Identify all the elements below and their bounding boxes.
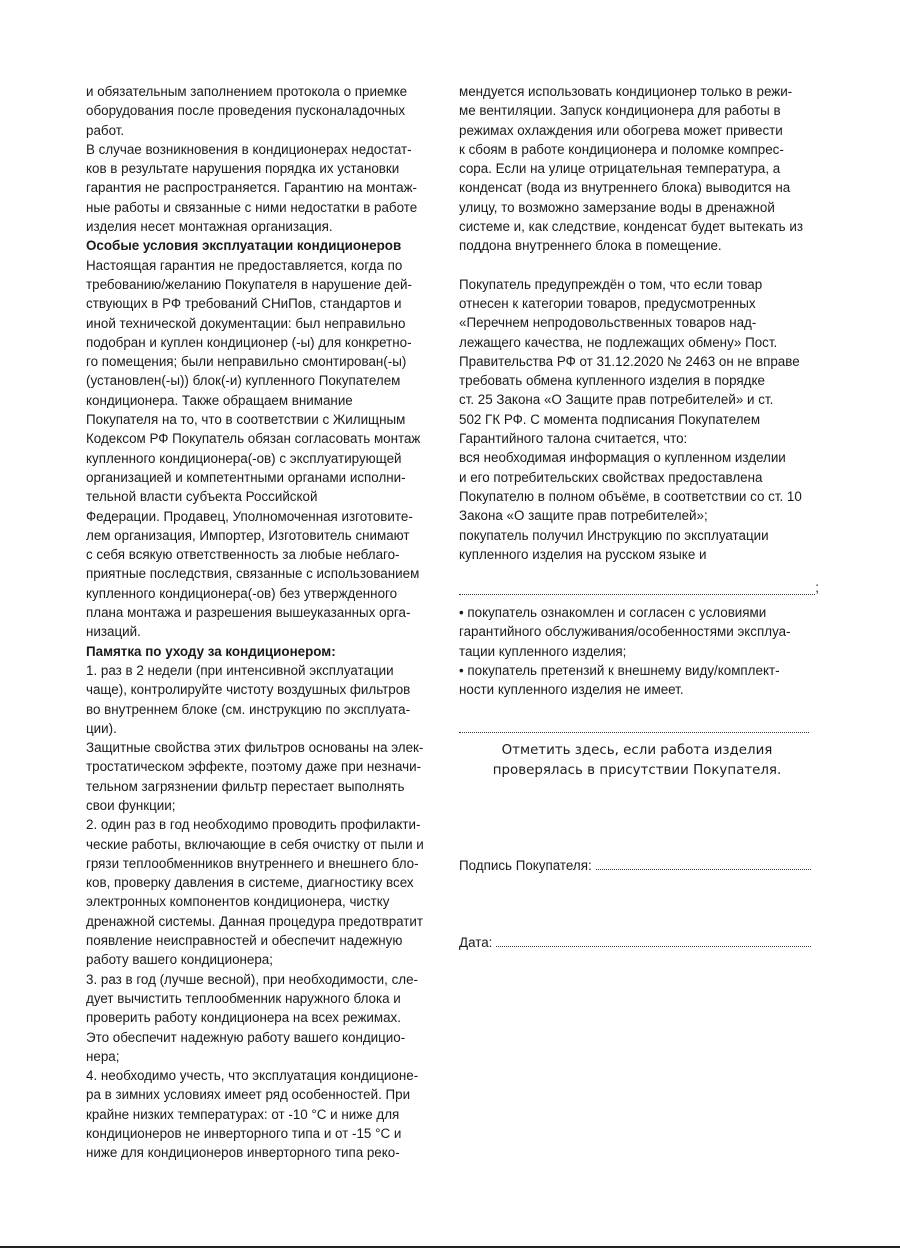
text-line: требовать обмена купленного изделия в порядке [459,373,765,389]
text-line: Закона «О защите прав потребителей»; [459,508,708,524]
text-line: появление неисправностей и обеспечит надежную [86,933,403,949]
right-top-paragraph [459,82,815,256]
text-line: и его потребительских свойствах предоставлена [459,469,763,485]
check-block [459,732,815,782]
signature-field[interactable] [596,859,811,870]
check-note-line: проверялась в присутствии Покупателя. [492,763,782,779]
text-line: ме вентиляции. Запуск кондиционера для работы в [459,103,781,119]
text-line: приятные последствия, связанные с использованием [86,566,420,582]
check-note [459,741,815,782]
text-line: Покупатель предупреждён о том, что если товар [459,276,763,292]
consumer-notice-paragraph [459,275,815,564]
text-line: ра в зимних условиях имеет ряд особенностей. При [86,1087,411,1103]
text-line: купленного кондиционера(-ов) с эксплуатирующей [86,450,402,466]
section-heading: Особые условия эксплуатации кондиционеров [86,238,402,254]
text-line: конденсат (вода из внутреннего блока) выводится на [459,180,791,196]
text-line: Правительства РФ от 31.12.2020 № 2463 он не вправе [459,353,800,369]
text-line: требованию/желанию Покупателя в нарушение дей- [86,276,412,292]
text-line: покупатель получил Инструкцию по эксплуатации [459,527,769,543]
text-line: к сбоям в работе кондиционера и поломке компрес- [459,141,784,157]
date-label: Дата: [459,935,493,950]
text-line: и обязательным заполнением протокола о приемке [86,84,408,99]
text-line: ствующих в РФ требований СНиПов, стандартов и [86,296,402,312]
left-column [86,82,452,1163]
text-line: 502 ГК РФ. С момента подписания Покупателем [459,411,761,427]
text-line: В случае возникновения в кондиционерах недостат- [86,141,412,157]
text-line: лежащего качества, не подлежащих обмену» Пост. [459,334,778,350]
text-line: проверить работу кондиционера на всех режимах. [86,1010,401,1026]
date-row [459,935,811,950]
text-line: кондиционера. Также обращаем внимание [86,392,353,408]
text-line: грязи теплообменников внутреннего и внешнего бло- [86,855,419,871]
text-line: Кодексом РФ Покупатель обязан согласовать монтаж [86,431,421,447]
text-line: поддона внутреннего блока в помещение. [459,238,722,254]
text-line: улицу, то возможно замерзание воды в дренажной [459,199,775,215]
text-line: нера; [86,1048,120,1064]
text-line: свои функции; [86,797,176,813]
text-line: Гарантийного талона считается, что: [459,431,688,447]
text-line: дренажной системы. Данная процедура предотвратит [86,913,424,929]
text-line: изделия несет монтажная организация. [86,219,333,235]
text-line: 1. раз в 2 недели (при интенсивной эксплуатации [86,662,394,678]
text-line: работ. [86,122,125,138]
text-line: гарантия не распространяется. Гарантию на монтаж- [86,180,418,196]
text-line: купленного изделия на русском языке и [459,546,707,562]
text-line: 4. необходимо учесть, что эксплуатация кондиционе- [86,1068,419,1084]
date-field[interactable] [496,936,811,947]
text-line: ческие работы, включающие в себя очистку от пыли и [86,836,424,852]
check-note-line: Отметить здесь, если работа изделия [501,742,773,758]
text-line: ков, проверку давления в системе, диагностику всех [86,875,414,891]
text-line: подобран и куплен кондиционер (-ы) для конкретно- [86,334,412,350]
consumer-bullets [459,603,815,699]
text-line: электронных компонентов кондиционера, чистку [86,894,390,910]
text-line: тростатическом эффекте, поэтому даже при незначи- [86,759,422,775]
text-line: отнесен к категории товаров, предусмотренных [459,295,756,311]
language-fill-line[interactable] [459,580,819,596]
text-line: ные работы и связанные с ними недостатки в работе [86,199,418,215]
text-line: режимах охлаждения или обогрева может привести [459,122,783,138]
text-line: кондиционеров не инверторного типа и от -15 °С и [86,1126,402,1142]
text-line: мендуется использовать кондиционер только в режи- [459,84,793,99]
text-line: ков в результате нарушения порядка их установки [86,161,400,177]
text-line: • покупатель ознакомлен и согласен с условиями [459,605,767,621]
text-line: 3. раз в год (лучше весной), при необходимости, сле- [86,971,419,987]
text-line: тации купленного изделия; [459,643,627,659]
text-line: ст. 25 Закона «О Защите прав потребителей» и ст. [459,392,774,408]
text-line: оборудования после проведения пусконаладочных [86,103,406,119]
text-line: Это обеспечит надежную работу вашего кондицио- [86,1029,406,1045]
text-line: ности купленного изделия не имеет. [459,682,684,698]
text-line: (установлен(-ы)) блок(-и) купленного Покупателем [86,373,401,389]
text-line: ниже для кондиционеров инверторного типа реко- [86,1145,400,1161]
text-line: тельной власти субъекта Российской [86,489,318,505]
text-line: тельном загрязнении фильтр перестает выполнять [86,778,405,794]
right-column [459,82,819,782]
text-line: ции). [86,720,117,736]
text-line: • покупатель претензий к внешнему виду/комплект- [459,663,780,679]
text-line: иной технической документации: был неправильно [86,315,406,331]
text-line: организацией и компетентными органами исполни- [86,469,406,485]
text-line: плана монтажа и разрешения вышеуказанных орга- [86,605,411,621]
text-line: низаций. [86,624,141,640]
text-line: купленного кондиционера(-ов) без утвержденного [86,585,398,601]
text-line: Защитные свойства этих фильтров основаны на элек- [86,740,424,756]
text-line: сора. Если на улице отрицательная температура, а [459,161,781,177]
text-line: Покупателю в полном объёме, в соответствии со ст. 10 [459,488,802,504]
text-line: крайне низких температурах: от -10 °С и ниже для [86,1106,400,1122]
text-line: дует вычистить теплообменник наружного блока и [86,990,401,1006]
text-line: Покупателя на то, что в соответствии с Жилищным [86,412,406,428]
text-line: «Перечнем непродовольственных товаров над- [459,315,757,331]
text-line: системе и, как следствие, конденсат будет вытекать из [459,219,803,235]
text-line: чаще), контролируйте чистоту воздушных фильтров [86,682,411,698]
signature-row [459,858,811,873]
section-heading: Памятка по уходу за кондиционером: [86,643,336,659]
text-line: 2. один раз в год необходимо проводить профилакти- [86,817,421,833]
text-line: во внутреннем блоке (см. инструкцию по эксплуата- [86,701,411,717]
text-line: Федерации. Продавец, Уполномоченная изготовите- [86,508,413,524]
check-mark-line[interactable] [459,732,809,733]
text-line: с себя всякую ответственность за любые неблаго- [86,547,400,563]
fill-line-semicolon: ; [815,580,819,596]
text-line: вся необходимая информация о купленном изделии [459,450,786,466]
text-line: гарантийного обслуживания/особенностями эксплуа- [459,624,791,640]
text-line: работу вашего кондиционера; [86,952,273,968]
signature-label: Подпись Покупателя: [459,858,592,873]
text-line: лем организация, Импортер, Изготовитель снимают [86,527,410,543]
text-line: го помещения; были неправильно смонтирован(-ы) [86,354,407,370]
text-line: Настоящая гарантия не предоставляется, когда по [86,257,403,273]
